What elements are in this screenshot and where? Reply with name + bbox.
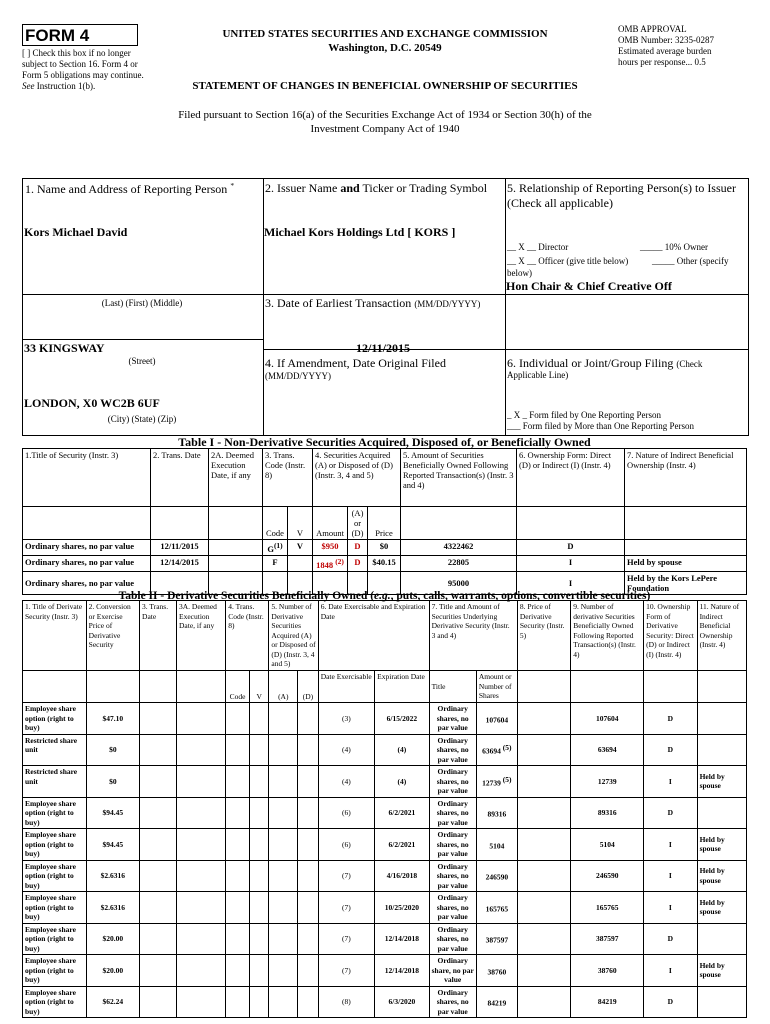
t1-r1-amount-fn[interactable]: (2) (335, 556, 344, 566)
t1-r0-price: $0 (368, 540, 401, 556)
table-row (23, 703, 747, 735)
t2-underlying-title: Ordinary shares, no par value (429, 734, 476, 766)
t2-price: $2.6316 (86, 860, 139, 892)
t2-h-underlying: 7. Title and Amount of Securities Underlying Derivative Security (Instr. 3 and 4) (429, 601, 517, 671)
t2-amount (476, 923, 517, 955)
filing-more-persons[interactable]: ___ Form filed by More than One Reporting Person (507, 421, 694, 431)
t2-price: $94.45 (86, 797, 139, 829)
t2-form: D (644, 703, 697, 735)
table-row (23, 986, 747, 1018)
t2-title: Restricted share unit (23, 766, 87, 798)
table1-header-row (23, 449, 747, 507)
t2-h-exercisable: 6. Date Exercisable and Expiration Date (318, 601, 429, 671)
owner10-check[interactable]: _____ 10% Owner (640, 242, 708, 252)
table2 (22, 600, 747, 1018)
t1-r0-form: D (517, 540, 625, 556)
form-title: FORM 4 (25, 26, 90, 45)
t2-title: Employee share option (right to buy) (23, 829, 87, 861)
t2-ex-fn[interactable]: (3) (318, 703, 374, 735)
t2-title: Employee share option (right to buy) (23, 860, 87, 892)
t1-r1-aord: D (348, 555, 368, 571)
table2-title-eg: e.g. (374, 590, 391, 602)
box6-label-text: 6. Individual or Joint/Group Filing (507, 356, 674, 370)
officer-check[interactable]: __ X __ Officer (give title below) (507, 256, 629, 266)
t2-expiration: 12/14/2018 (375, 923, 429, 955)
t2-sub-v: V (249, 671, 269, 703)
t1-r2-nature: Held by the Kors LePere Foundation (625, 571, 747, 594)
t2-sub-d: (D) (298, 671, 319, 703)
box2-label-and: and (340, 181, 360, 195)
t2-underlying-title: Ordinary shares, no par value (429, 829, 476, 861)
t1-r0-v: V (288, 540, 313, 556)
t2-form: D (644, 923, 697, 955)
t2-underlying-title: Ordinary shares, no par value (429, 986, 476, 1018)
t1-h-code: 3. Trans. Code (Instr. 8) (263, 449, 313, 507)
t1-r0-code (263, 540, 288, 556)
t2-amount (476, 734, 517, 766)
t1-sub-aord: (A) or (D) (348, 507, 368, 540)
t2-price: $20.00 (86, 923, 139, 955)
t2-nature: Held by spouse (697, 860, 746, 892)
table-row (23, 955, 747, 987)
box4-label-hint: (MM/DD/YYYY) (265, 371, 331, 381)
t2-nature: Held by spouse (697, 892, 746, 924)
t2-amount (476, 955, 517, 987)
t1-sub-code: Code (263, 507, 288, 540)
t1-r0-code-val: G (267, 543, 274, 554)
t2-h-price: 2. Conversion or Exercise Price of Derivative Security (86, 601, 139, 671)
t2-owned: 246590 (571, 860, 644, 892)
table2-subheader-row (23, 671, 747, 703)
table1-subheader-row (23, 507, 747, 540)
t2-expiration: (4) (375, 734, 429, 766)
t2-amount-val: 38760 (487, 967, 507, 977)
t2-h-date: 3. Trans. Date (140, 601, 177, 671)
t2-price: $47.10 (86, 703, 139, 735)
t2-nature (697, 923, 746, 955)
filed-pursuant-line1: Filed pursuant to Section 16(a) of the Securities Exchange Act of 1934 or Section 30(h) of the (178, 109, 592, 121)
t2-owned: 165765 (571, 892, 644, 924)
t1-r0-date: 12/11/2015 (151, 540, 209, 556)
t2-owned: 38760 (571, 955, 644, 987)
t2-ex-fn[interactable]: (4) (318, 766, 374, 798)
t1-h-nature: 7. Nature of Indirect Beneficial Ownership (Instr. 4) (625, 449, 747, 507)
t2-nature (697, 703, 746, 735)
t2-expiration: 6/3/2020 (375, 986, 429, 1018)
issuer-name[interactable]: Michael Kors Holdings Ltd [ KORS ] (264, 225, 456, 239)
table-row (23, 923, 747, 955)
t2-sub-title: Title (429, 671, 476, 703)
check-box-text[interactable]: [ ] Check this box if no longer subject to Section 16. Form 4 or Form 5 obligations may continue. (22, 48, 144, 80)
t2-sub-exercisable: Date Exercisable (318, 671, 374, 703)
t1-r2-form: I (517, 571, 625, 594)
t2-expiration: 6/2/2021 (375, 797, 429, 829)
omb-box (618, 24, 758, 68)
t1-sub-price: Price (368, 507, 401, 540)
t2-amount (476, 892, 517, 924)
table-row (23, 860, 747, 892)
table1-title: Table I - Non-Derivative Securities Acquired, Disposed of, or Beneficially Owned (178, 435, 591, 449)
t1-r1-amount-val: 1848 (316, 559, 334, 570)
t2-title: Employee share option (right to buy) (23, 703, 87, 735)
box1-label-sup: * (230, 181, 235, 190)
table-row (23, 829, 747, 861)
t1-h-acquired: 4. Securities Acquired (A) or Disposed of (D) (Instr. 3, 4 and 5) (313, 449, 401, 507)
t1-r1-v (288, 555, 313, 571)
check-box-see: See (22, 81, 35, 91)
earliest-transaction-date[interactable]: 12/11/2015 (356, 341, 411, 355)
box3-label-text: 3. Date of Earliest Transaction (265, 296, 412, 310)
t2-title: Restricted share unit (23, 734, 87, 766)
t2-underlying-title: Ordinary shares, no par value (429, 860, 476, 892)
omb-approval: OMB APPROVAL (618, 24, 687, 34)
t2-nature: Held by spouse (697, 766, 746, 798)
t2-price: $0 (86, 766, 139, 798)
t2-ex-fn[interactable]: (7) (318, 860, 374, 892)
t2-h-nature: 11. Nature of Indirect Beneficial Ownership (Instr. 4) (697, 601, 746, 671)
box6-label-hint2: Applicable Line) (507, 370, 569, 380)
t2-amount-val: 246590 (485, 872, 509, 882)
statement-title: STATEMENT OF CHANGES IN BENEFICIAL OWNERSHIP OF SECURITIES (192, 80, 578, 92)
t2-expiration: 6/15/2022 (375, 703, 429, 735)
t2-sub-a: (A) (269, 671, 298, 703)
t2-amount (476, 986, 517, 1018)
box2-label (265, 181, 487, 196)
t2-amount-fn[interactable]: (5) (502, 774, 512, 784)
t2-price: $94.45 (86, 829, 139, 861)
t1-r1-price: $40.15 (368, 555, 401, 571)
reporting-person-name[interactable]: Kors Michael David (24, 225, 128, 239)
t2-owned: 12739 (571, 766, 644, 798)
t1-h-title: 1.Title of Security (Instr. 3) (23, 449, 151, 507)
t1-r1-title: Ordinary shares, no par value (23, 555, 151, 571)
t2-expiration: 10/25/2020 (375, 892, 429, 924)
t1-r0-code-fn[interactable]: (1) (273, 541, 283, 550)
t2-h-code: 4. Trans. Code (Instr. 8) (226, 601, 269, 671)
t1-r1-form: I (517, 555, 625, 571)
box5-label-text2: (Check all applicable) (507, 196, 613, 210)
table-row (23, 766, 747, 798)
t2-price: $20.00 (86, 955, 139, 987)
t2-underlying-title: Ordinary shares, no par value (429, 892, 476, 924)
t2-title: Employee share option (right to buy) (23, 797, 87, 829)
t2-ex-fn[interactable]: (8) (318, 986, 374, 1018)
table-row (23, 540, 747, 556)
reporting-street[interactable]: 33 KINGSWAY (24, 341, 105, 355)
table1 (22, 448, 747, 595)
box3-label (265, 296, 480, 311)
t2-expiration: (4) (375, 766, 429, 798)
t2-price: $0 (86, 734, 139, 766)
below-text: below) (507, 268, 532, 278)
agency-name: UNITED STATES SECURITIES AND EXCHANGE COMMISSION (222, 28, 548, 40)
t1-r0-amount: $950 (313, 540, 348, 556)
t2-form: I (644, 829, 697, 861)
t2-form: D (644, 986, 697, 1018)
box5-label (507, 181, 749, 211)
t2-h-form: 10. Ownership Form of Derivative Security: Direct (D) or Indirect (I) (Instr. 4) (644, 601, 697, 671)
t2-nature (697, 986, 746, 1018)
t2-underlying-title: Ordinary share, no par value (429, 955, 476, 987)
agency-city: Washington, D.C. 20549 (328, 42, 442, 54)
t2-amount (476, 797, 517, 829)
t2-form: D (644, 734, 697, 766)
t1-r2-title: Ordinary shares, no par value (23, 571, 151, 594)
t2-title: Employee share option (right to buy) (23, 986, 87, 1018)
t2-underlying-title: Ordinary shares, no par value (429, 703, 476, 735)
t1-r2-owned: 95000 (401, 571, 517, 594)
t2-title: Employee share option (right to buy) (23, 923, 87, 955)
other-check[interactable]: _____ Other (specify (652, 256, 729, 266)
t2-ex-fn[interactable]: (7) (318, 955, 374, 987)
t1-r1-nature: Held by spouse (625, 555, 747, 571)
t1-h-deemed: 2A. Deemed Execution Date, if any (209, 449, 263, 507)
t2-amount-val: 12739 (482, 778, 501, 788)
table2-header-row (23, 601, 747, 671)
t2-form: I (644, 766, 697, 798)
box2-label-a: 2. Issuer Name (265, 181, 338, 195)
t2-nature (697, 797, 746, 829)
box5-label-text: 5. Relationship of Reporting Person(s) to Issuer (507, 181, 736, 195)
t2-underlying-title: Ordinary shares, no par value (429, 766, 476, 798)
officer-title[interactable]: Hon Chair & Chief Creative Off (506, 279, 672, 293)
t2-amount-val: 5104 (489, 841, 505, 851)
t2-ex-fn[interactable]: (6) (318, 829, 374, 861)
t1-h-owned: 5. Amount of Securities Beneficially Owned Following Reported Transaction(s) (Instr. 3 and 4) (401, 449, 517, 507)
t2-nature: Held by spouse (697, 829, 746, 861)
t2-ex-fn[interactable]: (4) (318, 734, 374, 766)
t2-form: I (644, 860, 697, 892)
t2-owned: 84219 (571, 986, 644, 1018)
t1-r0-nature (625, 540, 747, 556)
t2-owned: 387597 (571, 923, 644, 955)
t2-expiration: 12/14/2018 (375, 955, 429, 987)
t1-sub-amount: Amount (313, 507, 348, 540)
director-check[interactable]: __ X __ Director (507, 242, 569, 252)
t2-ex-fn[interactable]: (7) (318, 892, 374, 924)
table2-title-b: , puts, calls, warrants, options, convertible securities) (390, 590, 651, 602)
t2-h-title: 1. Title of Derivate Security (Instr. 3) (23, 601, 87, 671)
box6-label-hint: (Check (676, 359, 703, 369)
table-row (23, 555, 747, 571)
box2-label-b: Ticker or Trading Symbol (362, 181, 488, 195)
filing-one-person[interactable]: _ X _ Form filed by One Reporting Person (507, 410, 661, 420)
t2-amount (476, 766, 517, 798)
t2-h-deriv-price: 8. Price of Derivative Security (Instr. 5) (517, 601, 570, 671)
name-hint: (Last) (First) (Middle) (101, 298, 183, 308)
t2-ex-fn[interactable]: (7) (318, 923, 374, 955)
t2-nature (697, 734, 746, 766)
t2-owned: 5104 (571, 829, 644, 861)
t2-sub-amount: Amount or Number of Shares (476, 671, 517, 703)
t2-amount-fn[interactable]: (5) (502, 743, 512, 753)
t2-amount-val: 165765 (485, 904, 509, 914)
table-row (23, 797, 747, 829)
t1-r1-date: 12/14/2015 (151, 555, 209, 571)
t2-amount (476, 703, 517, 735)
box1-label (25, 181, 234, 197)
t2-expiration: 6/2/2021 (375, 829, 429, 861)
t2-nature: Held by spouse (697, 955, 746, 987)
box3-label-hint: (MM/DD/YYYY) (414, 299, 481, 309)
t1-r1-owned: 22805 (401, 555, 517, 571)
t2-underlying-title: Ordinary shares, no par value (429, 923, 476, 955)
t2-amount-val: 387597 (485, 935, 509, 945)
filed-pursuant-line2: Investment Company Act of 1940 (310, 123, 460, 135)
t1-r1-code: F (263, 555, 288, 571)
omb-hours: hours per response... 0.5 (618, 57, 706, 67)
check-box-note (22, 48, 150, 92)
t2-form: I (644, 955, 697, 987)
omb-burden: Estimated average burden (618, 46, 712, 56)
t2-owned: 63694 (571, 734, 644, 766)
box6-label (507, 356, 702, 371)
t2-amount-val: 84219 (487, 998, 507, 1008)
check-box-instr: Instruction 1(b). (36, 81, 96, 91)
t2-title: Employee share option (right to buy) (23, 955, 87, 987)
t2-price: $62.24 (86, 986, 139, 1018)
reporting-city[interactable]: LONDON, X0 WC2B 6UF (24, 396, 160, 410)
t2-h-owned: 9. Number of derivative Securities Beneficially Owned Following Reported Transaction(s) (Instr. 4) (571, 601, 644, 671)
t2-ex-fn[interactable]: (6) (318, 797, 374, 829)
t1-h-date: 2. Trans. Date (151, 449, 209, 507)
t1-r0-owned: 4322462 (401, 540, 517, 556)
t2-owned: 107604 (571, 703, 644, 735)
t1-r0-aord: D (348, 540, 368, 556)
box1-label-text: 1. Name and Address of Reporting Person (25, 182, 228, 196)
table-row (23, 892, 747, 924)
t2-amount-val: 107604 (485, 715, 509, 725)
t1-r1-amount (313, 555, 348, 571)
filed-pursuant (140, 108, 630, 136)
t1-r0-title: Ordinary shares, no par value (23, 540, 151, 556)
street-hint: (Street) (128, 356, 156, 366)
t2-owned: 89316 (571, 797, 644, 829)
omb-number: OMB Number: 3235-0287 (618, 35, 714, 45)
t2-h-deemed: 3A. Deemed Execution Date, if any (177, 601, 226, 671)
t1-h-form: 6. Ownership Form: Direct (D) or Indirect (I) (Instr. 4) (517, 449, 625, 507)
t2-price: $2.6316 (86, 892, 139, 924)
t2-h-number: 5. Number of Derivative Securities Acquired (A) or Disposed of (D) (Instr. 3, 4 and 5) (269, 601, 318, 671)
form-title-box (22, 24, 138, 46)
box4-label: 4. If Amendment, Date Original Filed (265, 356, 446, 370)
t2-sub-expiration: Expiration Date (375, 671, 429, 703)
table2-title-a: Table II - Derivative Securities Beneficially Owned ( (118, 590, 375, 602)
city-hint: (City) (State) (Zip) (107, 414, 177, 424)
t2-amount-val: 63694 (482, 746, 501, 756)
t1-sub-v: V (288, 507, 313, 540)
t2-form: D (644, 797, 697, 829)
table2-body (23, 703, 747, 1018)
t2-underlying-title: Ordinary shares, no par value (429, 797, 476, 829)
t2-title: Employee share option (right to buy) (23, 892, 87, 924)
t2-amount (476, 829, 517, 861)
t2-form: I (644, 892, 697, 924)
t2-amount (476, 860, 517, 892)
t2-sub-code: Code (226, 671, 250, 703)
table-row (23, 734, 747, 766)
t2-amount-val: 89316 (487, 809, 507, 819)
t2-expiration: 4/16/2018 (375, 860, 429, 892)
